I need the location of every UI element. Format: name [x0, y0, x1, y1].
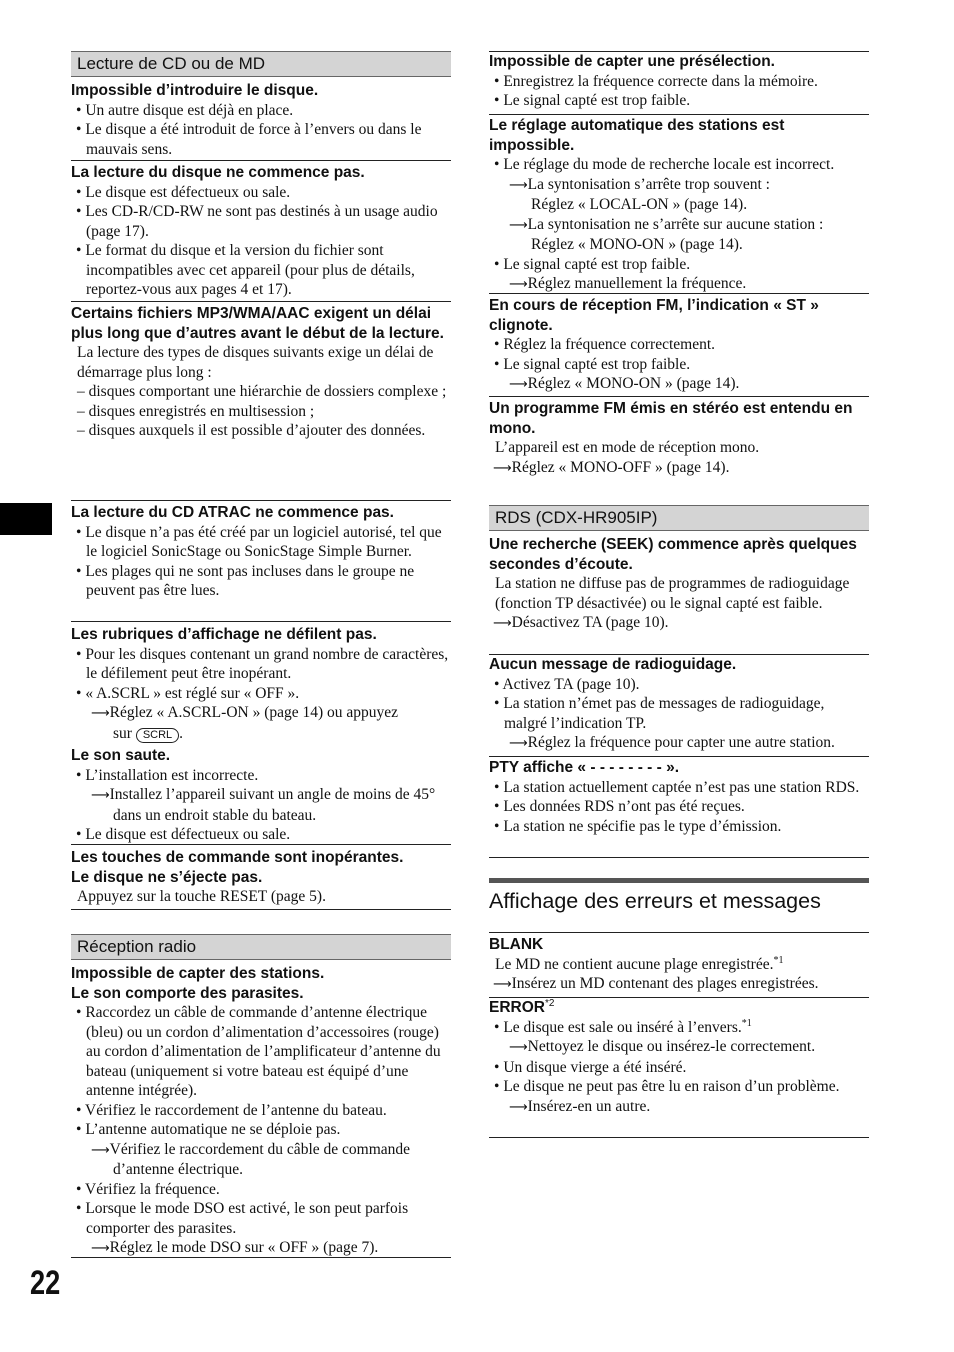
problem-block [71, 625, 451, 745]
bullet-item: • La station ne spécifie pas le type d’émission. [494, 817, 782, 835]
problem-block [71, 503, 451, 622]
bullet-icon: • [494, 255, 500, 273]
bullet-icon: • [494, 817, 500, 835]
section-header-radio: Réception radio [71, 934, 451, 960]
arrow-icon: ⟶ [91, 788, 110, 803]
bullet-icon: • [494, 355, 500, 373]
arrow-item: ⟶La syntonisation ne s’arrête sur aucune station : [509, 215, 824, 233]
bullet-item: • Lorsque le mode DSO est activé, le son peut parfois comporter des parasites. [76, 1200, 409, 1237]
bullet-item: • Le disque ne peut pas être lu en raison d’un problème. [494, 1078, 840, 1095]
bullet-item: • Le réglage du mode de recherche locale est incorrect. [494, 156, 835, 173]
problem-heading: Les touches de commande sont inopérantes. [71, 849, 404, 866]
bullet-item: • Pour les disques contenant un grand nombre de caractères, le défilement peut être inopérant. [76, 645, 449, 682]
problem-heading: Le réglage automatique des stations est impossible. [489, 117, 785, 154]
problem-block [489, 399, 869, 479]
problem-block [71, 964, 451, 1258]
arrow-item: ⟶Installez l’appareil suivant un angle de moins de 45° dans un endroit stable du bateau. [91, 786, 436, 824]
bullet-item: • Le disque est sale ou inséré à l’envers.$^{*1}$ [494, 1017, 752, 1036]
bullet-item: • L’antenne automatique ne se déploie pas. [76, 1121, 341, 1138]
bullet-item: • Vérifiez la fréquence. [76, 1180, 220, 1198]
bullet-item: • Le disque a été introduit de force à l’envers ou dans le mauvais sens. [76, 121, 422, 158]
problem-block [489, 535, 869, 653]
bullet-icon: • [76, 242, 82, 259]
bullet-item: • Raccordez un câble de commande d’antenne électrique (bleu) ou un cordon d’alimentation d’accessoires (rouge) au cordon d’alimentation de l’amplificateur d’antenne du bateau (uniquement si votre bateau est équipé d’une antenne intégrée). [76, 1004, 441, 1099]
problem-block [489, 998, 869, 1138]
bullet-icon: • [494, 1058, 500, 1076]
bullet-item: • Réglez la fréquence correctement. [494, 336, 716, 353]
bullet-icon: • [76, 684, 82, 702]
bullet-icon: • [494, 1018, 500, 1036]
problem-heading: Le son comporte des parasites. [71, 984, 304, 1002]
bullet-item: • La station n’émet pas de messages de radioguidage, malgré l’indication TP. [494, 695, 825, 732]
problem-block [71, 848, 451, 910]
problem-heading: Les rubriques d’affichage ne défilent pas. [71, 626, 377, 643]
bullet-icon: • [76, 1200, 82, 1217]
arrow-item: ⟶Réglez la fréquence pour capter une autre station. [509, 734, 835, 751]
problem-block [489, 654, 869, 757]
arrow-item: ⟶Désactivez TA (page 10). [493, 614, 669, 631]
bullet-item: • Le disque est défectueux ou sale. [76, 826, 291, 843]
bullet-icon: • [76, 826, 82, 843]
problem-heading: Une recherche (SEEK) commence après quelques secondes d’écoute. [489, 536, 857, 573]
arrow-item: ⟶La syntonisation s’arrête trop souvent : [509, 175, 770, 193]
bullet-item: • Le signal capté est trop faible. [494, 255, 691, 273]
problem-block [489, 51, 869, 115]
bullet-icon: • [76, 203, 82, 220]
bullet-item: • Un autre disque est déjà en place. [76, 101, 294, 119]
bullet-icon: • [494, 92, 500, 109]
problem-block [489, 116, 869, 294]
bullet-icon: • [494, 156, 500, 173]
bullet-item: • Le disque est défectueux ou sale. [76, 183, 291, 201]
dash-icon: – [77, 383, 85, 400]
problem-heading: Certains fichiers MP3/WMA/AAC exigent un délai plus long que d’autres avant le début de la lecture. [71, 305, 444, 342]
arrow-icon: ⟶ [509, 177, 528, 193]
arrow-item: ⟶Réglez le mode DSO sur « OFF » (page 7). [91, 1239, 379, 1256]
bullet-icon: • [494, 1078, 500, 1095]
problem-heading: Le son saute. [71, 747, 171, 764]
problem-heading: ERROR$^{*2}$ [489, 997, 555, 1016]
problem-heading: En cours de réception FM, l’indication « ST » clignote. [489, 297, 819, 334]
arrow-icon: ⟶ [91, 706, 110, 721]
arrow-item-continued: sur SCRL . [113, 724, 184, 742]
arrow-icon: ⟶ [509, 736, 528, 751]
problem-heading: Impossible de capter des stations. [71, 965, 325, 982]
bullet-icon: • [76, 101, 82, 119]
problem-heading: Impossible de capter une présélection. [489, 53, 775, 70]
bullet-item: • La station actuellement captée n’est pas une station RDS. [494, 778, 860, 796]
section-header-cd-md: Lecture de CD ou de MD [71, 51, 451, 77]
bullet-item: • Le format du disque et la version du fichier sont incompatibles avec cet appareil (pour plus de détails, reportez-vous aux pages 4 et 17). [76, 242, 415, 298]
problem-heading: Aucun message de radioguidage. [489, 656, 737, 673]
body-text: Appuyez sur la touche RESET (page 5). [77, 888, 326, 905]
section-title-errors: Affichage des erreurs et messages [489, 878, 869, 915]
bullet-icon: • [76, 645, 82, 663]
arrow-icon: ⟶ [509, 217, 528, 233]
arrow-item: ⟶Réglez « MONO-ON » (page 14). [509, 375, 740, 392]
arrow-icon: ⟶ [91, 1241, 110, 1256]
bullet-icon: • [76, 121, 82, 138]
page-number: 22 [30, 1264, 61, 1302]
arrow-item-continued: Réglez « MONO-ON » (page 14). [531, 236, 743, 253]
dash-icon: – [77, 402, 85, 420]
arrow-icon: ⟶ [509, 1040, 528, 1055]
problem-heading: BLANK [489, 936, 544, 953]
arrow-icon: ⟶ [91, 1142, 110, 1158]
bullet-icon: • [76, 1121, 82, 1138]
bullet-icon: • [76, 766, 82, 784]
bullet-icon: • [76, 562, 82, 580]
arrow-icon: ⟶ [493, 616, 512, 631]
dash-item: – disques auxquels il est possible d’ajouter des données. [77, 422, 426, 439]
dash-icon: – [77, 422, 85, 439]
problem-heading: Un programme FM émis en stéréo est entendu en mono. [489, 400, 853, 437]
arrow-item: ⟶Insérez un MD contenant des plages enregistrées. [493, 975, 819, 992]
bullet-icon: • [494, 798, 500, 815]
bullet-item: • Un disque vierge a été inséré. [494, 1058, 687, 1076]
bullet-icon: • [494, 72, 500, 90]
body-text: La lecture des types de disques suivants exige un délai de démarrage plus long : [77, 344, 434, 381]
problem-block [71, 81, 451, 161]
bullet-item: • Le signal capté est trop faible. [494, 92, 691, 109]
problem-heading: Impossible d’introduire le disque. [71, 82, 319, 99]
arrow-icon: ⟶ [509, 377, 528, 392]
body-text: Le MD ne contient aucune plage enregistrée.$^{*1}$ [495, 954, 784, 973]
body-text: La station ne diffuse pas de programmes de radioguidage (fonction TP désactivée) ou le signal capté est faible. [495, 575, 850, 612]
problem-heading: PTY affiche « - - - - - - - - ». [489, 759, 680, 776]
problem-block [71, 746, 451, 845]
arrow-item: ⟶Vérifiez le raccordement du câble de commande d’antenne électrique. [91, 1140, 411, 1178]
bullet-icon: • [76, 1101, 82, 1119]
bullet-icon: • [494, 675, 500, 693]
bullet-icon: • [76, 1004, 82, 1021]
bullet-item: • Activez TA (page 10). [494, 675, 640, 693]
dash-item: – disques enregistrés en multisession ; [77, 402, 315, 420]
arrow-item: ⟶Nettoyez le disque ou insérez-le correctement. [509, 1038, 816, 1055]
chapter-tab-marker [0, 503, 52, 535]
bullet-icon: • [76, 523, 82, 541]
section-header-rds: RDS (CDX-HR905IP) [489, 505, 869, 531]
arrow-icon: ⟶ [509, 1099, 528, 1115]
bullet-icon: • [76, 183, 82, 201]
bullet-item: • Les plages qui ne sont pas incluses dans le groupe ne peuvent pas être lues. [76, 562, 415, 599]
scrl-button-label: SCRL [136, 728, 179, 743]
arrow-icon: ⟶ [509, 277, 528, 292]
bullet-item: • Le signal capté est trop faible. [494, 355, 691, 373]
arrow-icon: ⟶ [493, 460, 512, 476]
bullet-item: • Les données RDS n’ont pas été reçues. [494, 798, 745, 815]
arrow-item: ⟶Réglez manuellement la fréquence. [509, 275, 747, 292]
bullet-icon: • [494, 778, 500, 796]
arrow-item: ⟶Réglez « A.SCRL-ON » (page 14) ou appuyez [91, 704, 399, 721]
problem-heading: Le disque ne s’éjecte pas. [71, 868, 263, 886]
problem-block [71, 304, 451, 501]
problem-heading: La lecture du disque ne commence pas. [71, 164, 365, 181]
bullet-icon: • [76, 1180, 82, 1198]
arrow-item-continued: Réglez « LOCAL-ON » (page 14). [531, 196, 748, 213]
problem-block [489, 758, 869, 858]
arrow-icon: ⟶ [493, 977, 512, 992]
bullet-item: • Les CD-R/CD-RW ne sont pas destinés à un usage audio (page 17). [76, 203, 438, 240]
dash-item: – disques comportant une hiérarchie de dossiers complexe ; [77, 383, 447, 400]
bullet-icon: • [494, 695, 500, 712]
bullet-item: • « A.SCRL » est réglé sur « OFF ». [76, 684, 300, 702]
problem-block [489, 932, 869, 998]
arrow-item: ⟶Insérez-en un autre. [509, 1097, 651, 1115]
arrow-item: ⟶Réglez « MONO-OFF » (page 14). [493, 458, 730, 476]
bullet-item: • Le disque n’a pas été créé par un logiciel autorisé, tel que le logiciel SonicStage ou SonicStage Simple Burner. [76, 523, 442, 560]
bullet-item: • Vérifiez le raccordement de l’antenne du bateau. [76, 1101, 387, 1119]
problem-block [489, 296, 869, 397]
bullet-item: • L’installation est incorrecte. [76, 766, 259, 784]
bullet-item: • Enregistrez la fréquence correcte dans la mémoire. [494, 72, 818, 90]
problem-heading: La lecture du CD ATRAC ne commence pas. [71, 504, 394, 521]
problem-block [71, 163, 451, 302]
body-text: L’appareil est en mode de réception mono. [495, 439, 760, 456]
bullet-icon: • [494, 336, 500, 353]
